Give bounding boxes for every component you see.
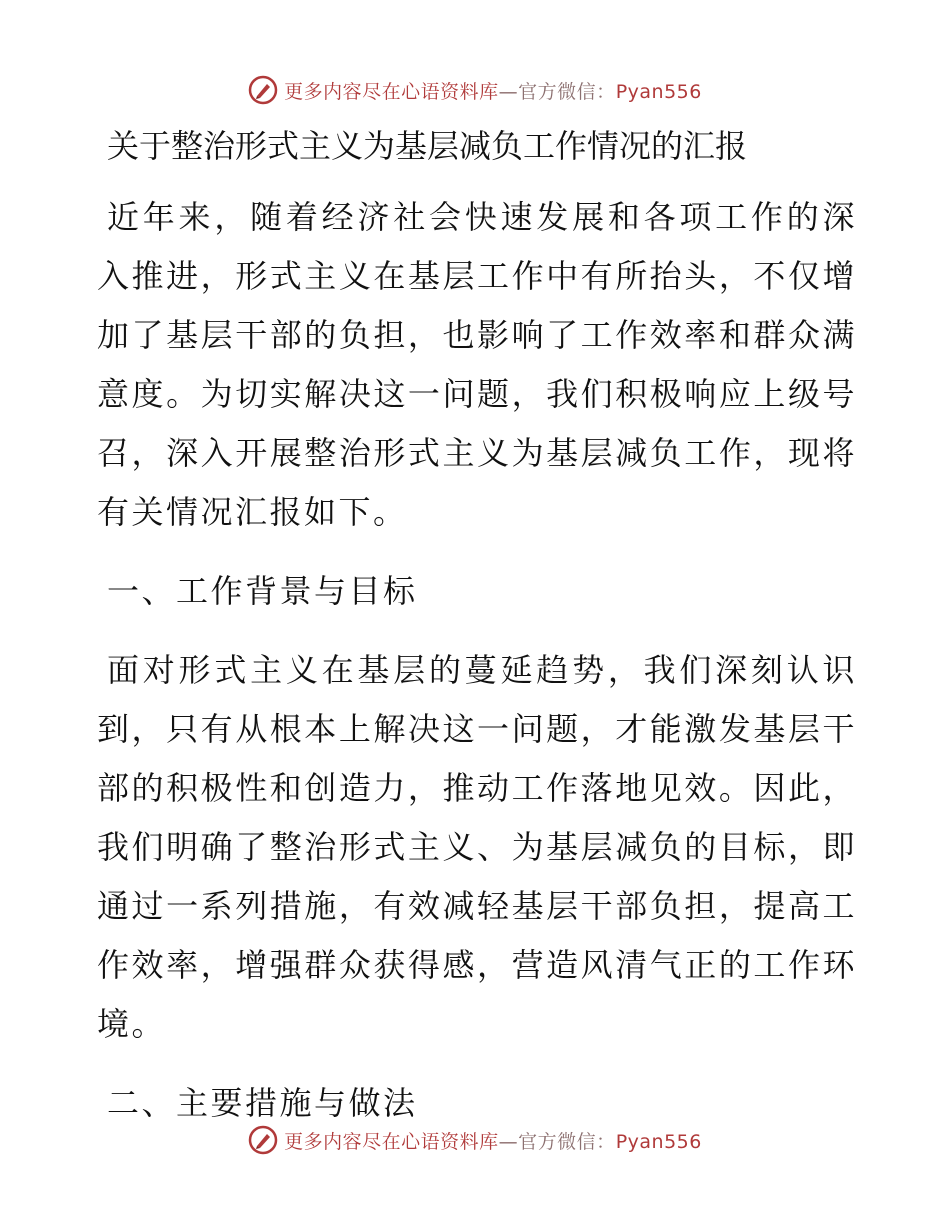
watermark-label: 官方微信： (518, 1130, 616, 1153)
section1-paragraph: 面对形式主义在基层的蔓延趋势，我们深刻认识到，只有从根本上解决这一问题，才能激发基层干部的积极性和创造力，推动工作落地见效。因此，我们明确了整治形式主义、为基层减负的目标，即通过一系列措施，有效减轻基层干部负担，提高工作效率，增强群众获得感，营造风清气正的工作环境。 (97, 651, 857, 1043)
watermark-id: Pyan556 (615, 1130, 702, 1153)
section1-heading: 一、工作背景与目标 (107, 572, 418, 610)
section2-heading: 二、主要措施与做法 (107, 1084, 418, 1122)
watermark-text (284, 77, 702, 104)
footer-watermark (0, 1120, 950, 1160)
watermark-text (284, 1127, 702, 1154)
watermark-main-text: 更多内容尽在心语资料库 (284, 80, 499, 103)
watermark-label: 官方微信： (518, 80, 616, 103)
pen-logo-icon (248, 75, 278, 105)
document-body (97, 118, 857, 1153)
watermark-dash: — (498, 1130, 519, 1153)
document-title: 关于整治形式主义为基层减负工作情况的汇报 (107, 127, 748, 165)
header-watermark (0, 70, 950, 110)
watermark-dash: — (498, 80, 519, 103)
watermark-main-text: 更多内容尽在心语资料库 (284, 1130, 499, 1153)
watermark-id: Pyan556 (615, 80, 702, 103)
intro-paragraph: 近年来，随着经济社会快速发展和各项工作的深入推进，形式主义在基层工作中有所抬头，不仅增加了基层干部的负担，也影响了工作效率和群众满意度。为切实解决这一问题，我们积极响应上级号召，深入开展整治形式主义为基层减负工作，现将有关情况汇报如下。 (97, 198, 857, 531)
pen-logo-icon (248, 1125, 278, 1155)
